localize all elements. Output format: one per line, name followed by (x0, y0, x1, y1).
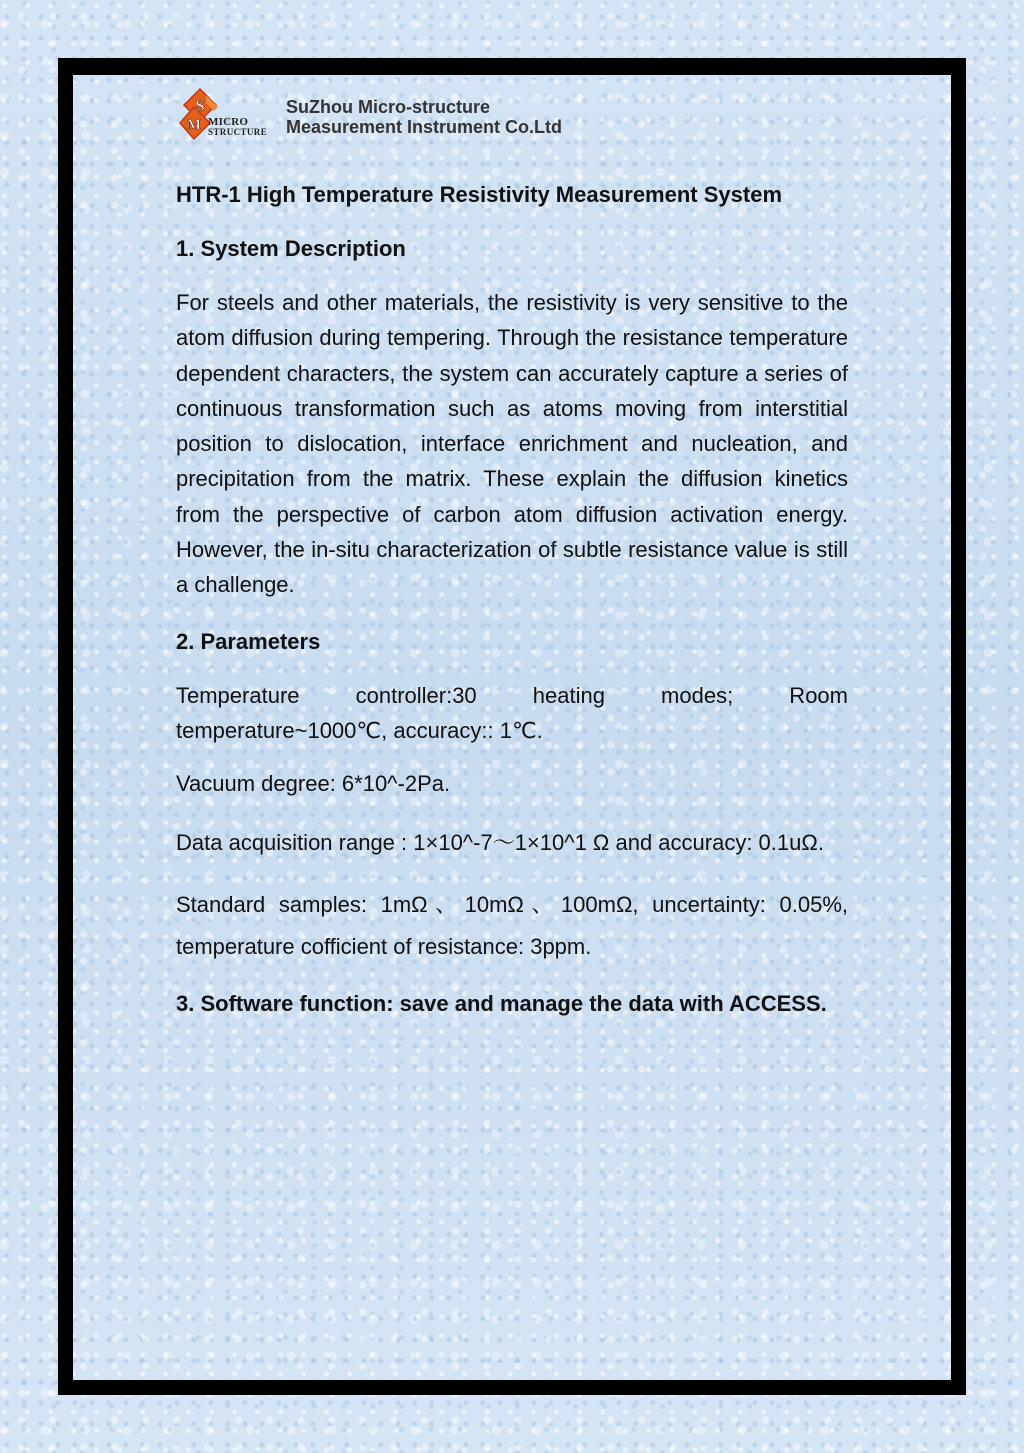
logo-micro-label: MICRO (208, 116, 249, 128)
document-content (176, 86, 848, 1021)
system-description-paragraph: For steels and other materials, the resistivity is very sensitive to the atom diffusion during tempering. Through the resistance temperature dependent characters, the system can accurately capture a series of continuous transformation such as atoms moving from interstitial position to dislocation, interface enrichment and nucleation, and precipitation from the matrix. These explain the diffusion kinetics from the perspective of carbon atom diffusion activation energy. However, the in-situ characterization of subtle resistance value is still a challenge. (176, 290, 848, 598)
document-title: HTR-1 High Temperature Resistivity Measurement System (176, 182, 782, 207)
parameter-temperature-controller: Temperature controller:30 heating modes; Room temperature~1000℃, accuracy:: 1℃. (176, 682, 848, 743)
section-heading-parameters: 2. Parameters (176, 628, 321, 654)
logo-mark-icon (178, 87, 278, 145)
section-heading-software-function: 3. Software function: save and manage the data with ACCESS. (176, 990, 827, 1016)
logo-structure-label: STRUCTURE (208, 127, 268, 137)
parameter-data-acquisition-range: Data acquisition range : 1×10^-7～1×10^1 Ω and accuracy: 0.1uΩ. (176, 829, 824, 855)
company-name (286, 97, 562, 137)
company-name-line1: SuZhou Micro-structure (286, 97, 491, 117)
parameter-vacuum-degree: Vacuum degree: 6*10^-2Pa. (176, 771, 451, 797)
parameter-standard-samples: Standard samples: 1mΩ、10mΩ、100mΩ, uncertainty: 0.05%, temperature cofficient of resistance: 3ppm. (176, 891, 848, 959)
company-logo (178, 86, 848, 146)
logo-letter-m: M (186, 117, 202, 133)
company-name-line2: Measurement Instrument Co.Ltd (286, 117, 563, 137)
section-heading-system-description: 1. System Description (176, 236, 406, 261)
logo-letter-s: S (195, 96, 205, 115)
logo-micro-structure-label (208, 117, 267, 137)
